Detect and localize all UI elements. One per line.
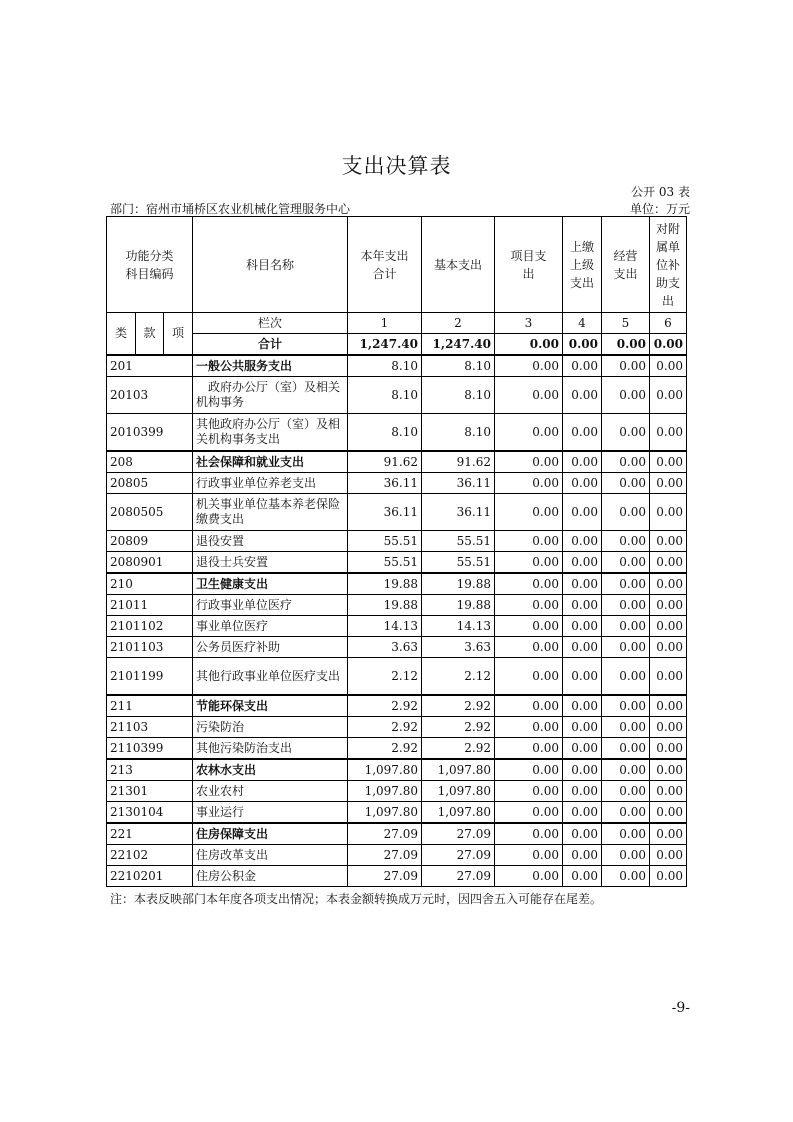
row-value: 3.63 <box>348 637 422 658</box>
table-row <box>107 845 687 866</box>
row-value: 0.00 <box>650 355 687 377</box>
row-value: 0.00 <box>495 552 563 574</box>
header-name: 科目名称 <box>193 217 348 313</box>
row-value: 8.10 <box>348 377 422 414</box>
row-value: 2.12 <box>422 658 495 696</box>
col-num: 1 <box>348 313 422 334</box>
row-name: 事业单位医疗 <box>193 616 348 637</box>
row-value: 55.51 <box>422 552 495 574</box>
row-name: 事业运行 <box>193 802 348 824</box>
row-value: 36.11 <box>422 494 495 531</box>
header-lei: 类 <box>107 313 136 356</box>
row-value: 0.00 <box>602 451 650 473</box>
row-value: 0.00 <box>563 759 602 781</box>
row-value: 0.00 <box>602 658 650 696</box>
row-value: 0.00 <box>495 717 563 738</box>
row-value: 0.00 <box>563 377 602 414</box>
row-value: 0.00 <box>563 717 602 738</box>
table-row <box>107 473 687 494</box>
page-title: 支出决算表 <box>341 154 452 178</box>
row-value: 1,097.80 <box>422 759 495 781</box>
row-value: 14.13 <box>348 616 422 637</box>
row-value: 0.00 <box>563 595 602 616</box>
row-value: 0.00 <box>563 552 602 574</box>
row-value: 0.00 <box>563 781 602 802</box>
table-row <box>107 738 687 760</box>
table-row <box>107 637 687 658</box>
row-value: 0.00 <box>495 658 563 696</box>
table-row <box>107 781 687 802</box>
form-number: 公开 03 表 <box>631 185 690 199</box>
table-row <box>107 494 687 531</box>
row-value: 0.00 <box>495 866 563 887</box>
table-row <box>107 823 687 845</box>
row-value: 0.00 <box>495 637 563 658</box>
row-name: 政府办公厅（室）及相关机构事务 <box>193 377 348 414</box>
row-value: 0.00 <box>650 414 687 452</box>
row-name: 农业农村 <box>193 781 348 802</box>
row-value: 0.00 <box>495 377 563 414</box>
table-row <box>107 552 687 574</box>
col-num: 3 <box>495 313 563 334</box>
row-value: 0.00 <box>650 695 687 717</box>
table-row <box>107 377 687 414</box>
row-value: 0.00 <box>495 781 563 802</box>
row-value: 0.00 <box>495 595 563 616</box>
row-value: 0.00 <box>602 355 650 377</box>
row-name: 公务员医疗补助 <box>193 637 348 658</box>
row-value: 14.13 <box>422 616 495 637</box>
row-value: 0.00 <box>650 802 687 824</box>
row-value: 91.62 <box>348 451 422 473</box>
row-value: 0.00 <box>563 866 602 887</box>
row-value: 0.00 <box>650 738 687 760</box>
header-basic: 基本支出 <box>422 217 495 313</box>
row-name: 退役安置 <box>193 531 348 552</box>
row-value: 0.00 <box>602 823 650 845</box>
row-value: 0.00 <box>563 355 602 377</box>
row-value: 0.00 <box>495 802 563 824</box>
row-code: 2010399 <box>107 414 193 452</box>
row-value: 0.00 <box>650 717 687 738</box>
row-name: 行政事业单位养老支出 <box>193 473 348 494</box>
row-code: 221 <box>107 823 193 845</box>
row-value: 0.00 <box>495 823 563 845</box>
row-value: 0.00 <box>563 738 602 760</box>
row-name: 卫生健康支出 <box>193 573 348 595</box>
row-value: 0.00 <box>495 531 563 552</box>
row-code: 2101103 <box>107 637 193 658</box>
row-value: 2.92 <box>348 717 422 738</box>
row-name: 一般公共服务支出 <box>193 355 348 377</box>
row-code: 20103 <box>107 377 193 414</box>
row-value: 0.00 <box>563 637 602 658</box>
row-value: 1,097.80 <box>348 802 422 824</box>
row-value: 0.00 <box>495 473 563 494</box>
header-upper: 上缴 上级 支出 <box>563 217 602 313</box>
row-value: 0.00 <box>602 717 650 738</box>
col-num: 6 <box>650 313 687 334</box>
row-value: 0.00 <box>602 781 650 802</box>
header-subsidy: 对附 属单 位补 助支 出 <box>650 217 687 313</box>
row-code: 2080901 <box>107 552 193 574</box>
row-value: 0.00 <box>495 451 563 473</box>
row-code: 211 <box>107 695 193 717</box>
row-value: 0.00 <box>650 781 687 802</box>
total-value: 1,247.40 <box>348 334 422 356</box>
row-value: 0.00 <box>495 355 563 377</box>
table-row <box>107 595 687 616</box>
row-value: 0.00 <box>602 473 650 494</box>
row-value: 0.00 <box>650 658 687 696</box>
table-row <box>107 451 687 473</box>
row-code: 213 <box>107 759 193 781</box>
row-value: 8.10 <box>422 377 495 414</box>
row-value: 0.00 <box>650 845 687 866</box>
row-code: 2101199 <box>107 658 193 696</box>
row-value: 2.92 <box>422 738 495 760</box>
row-value: 8.10 <box>348 355 422 377</box>
row-value: 0.00 <box>563 473 602 494</box>
row-value: 27.09 <box>422 866 495 887</box>
row-value: 3.63 <box>422 637 495 658</box>
row-name: 其他行政事业单位医疗支出 <box>193 658 348 696</box>
row-value: 0.00 <box>563 616 602 637</box>
row-value: 0.00 <box>602 573 650 595</box>
row-value: 19.88 <box>348 595 422 616</box>
row-value: 0.00 <box>650 494 687 531</box>
row-value: 91.62 <box>422 451 495 473</box>
row-name: 住房保障支出 <box>193 823 348 845</box>
header-total: 本年支出 合计 <box>348 217 422 313</box>
row-name: 退役士兵安置 <box>193 552 348 574</box>
row-value: 0.00 <box>563 414 602 452</box>
row-value: 1,097.80 <box>348 781 422 802</box>
row-name: 污染防治 <box>193 717 348 738</box>
row-value: 27.09 <box>348 823 422 845</box>
total-value: 1,247.40 <box>422 334 495 356</box>
row-value: 36.11 <box>348 494 422 531</box>
row-value: 2.92 <box>348 695 422 717</box>
row-value: 0.00 <box>495 845 563 866</box>
row-code: 2110399 <box>107 738 193 760</box>
row-value: 0.00 <box>602 759 650 781</box>
row-value: 0.00 <box>495 695 563 717</box>
row-value: 0.00 <box>495 738 563 760</box>
row-value: 0.00 <box>650 866 687 887</box>
row-value: 0.00 <box>650 616 687 637</box>
row-code: 2080505 <box>107 494 193 531</box>
row-value: 0.00 <box>563 695 602 717</box>
row-code: 208 <box>107 451 193 473</box>
row-code: 21103 <box>107 717 193 738</box>
row-name: 住房改革支出 <box>193 845 348 866</box>
row-code: 20809 <box>107 531 193 552</box>
row-value: 1,097.80 <box>348 759 422 781</box>
col-num: 4 <box>563 313 602 334</box>
table-row <box>107 355 687 377</box>
table-row <box>107 658 687 696</box>
row-value: 0.00 <box>563 845 602 866</box>
table-row <box>107 802 687 824</box>
row-value: 0.00 <box>563 658 602 696</box>
row-value: 36.11 <box>348 473 422 494</box>
row-name: 节能环保支出 <box>193 695 348 717</box>
row-value: 0.00 <box>602 414 650 452</box>
row-value: 0.00 <box>602 377 650 414</box>
col-num: 2 <box>422 313 495 334</box>
row-value: 0.00 <box>495 759 563 781</box>
row-value: 55.51 <box>422 531 495 552</box>
row-code: 22102 <box>107 845 193 866</box>
row-value: 0.00 <box>563 451 602 473</box>
row-value: 0.00 <box>650 531 687 552</box>
row-value: 27.09 <box>348 866 422 887</box>
row-value: 0.00 <box>602 494 650 531</box>
row-value: 0.00 <box>650 377 687 414</box>
row-value: 55.51 <box>348 552 422 574</box>
total-value: 0.00 <box>495 334 563 356</box>
row-code: 21301 <box>107 781 193 802</box>
row-value: 0.00 <box>495 414 563 452</box>
row-value: 0.00 <box>563 573 602 595</box>
page-number: -9- <box>671 1000 690 1016</box>
header-project: 项目支 出 <box>495 217 563 313</box>
row-value: 36.11 <box>422 473 495 494</box>
row-value: 27.09 <box>422 845 495 866</box>
row-value: 27.09 <box>348 845 422 866</box>
table-row <box>107 759 687 781</box>
row-value: 55.51 <box>348 531 422 552</box>
row-value: 2.92 <box>348 738 422 760</box>
row-value: 0.00 <box>650 473 687 494</box>
row-value: 0.00 <box>563 494 602 531</box>
row-value: 8.10 <box>422 414 495 452</box>
row-value: 0.00 <box>602 595 650 616</box>
row-value: 0.00 <box>602 637 650 658</box>
row-value: 8.10 <box>422 355 495 377</box>
row-value: 0.00 <box>602 802 650 824</box>
table-row <box>107 695 687 717</box>
header-business: 经营 支出 <box>602 217 650 313</box>
row-code: 2210201 <box>107 866 193 887</box>
row-value: 0.00 <box>650 552 687 574</box>
row-value: 0.00 <box>650 451 687 473</box>
row-code: 2101102 <box>107 616 193 637</box>
row-value: 0.00 <box>495 494 563 531</box>
row-name: 农林水支出 <box>193 759 348 781</box>
row-value: 1,097.80 <box>422 781 495 802</box>
row-value: 8.10 <box>348 414 422 452</box>
row-name: 住房公积金 <box>193 866 348 887</box>
total-value: 0.00 <box>563 334 602 356</box>
row-value: 0.00 <box>602 695 650 717</box>
department-label: 部门：宿州市埇桥区农业机械化管理服务中心 <box>110 202 351 216</box>
table-row <box>107 866 687 887</box>
row-value: 0.00 <box>563 531 602 552</box>
row-value: 2.92 <box>422 717 495 738</box>
row-value: 0.00 <box>602 845 650 866</box>
row-value: 0.00 <box>602 738 650 760</box>
row-name: 其他污染防治支出 <box>193 738 348 760</box>
row-value: 0.00 <box>563 802 602 824</box>
row-value: 0.00 <box>563 823 602 845</box>
col-num: 5 <box>602 313 650 334</box>
footnote: 注：本表反映部门本年度各项支出情况；本表金额转换成万元时，因四舍五入可能存在尾差。 <box>110 892 603 906</box>
header-kuan: 款 <box>136 313 164 356</box>
total-label: 合计 <box>193 334 348 356</box>
row-code: 2130104 <box>107 802 193 824</box>
row-value: 0.00 <box>602 531 650 552</box>
row-value: 0.00 <box>650 759 687 781</box>
row-value: 0.00 <box>602 616 650 637</box>
header-lanci: 栏次 <box>193 313 348 334</box>
row-value: 0.00 <box>650 595 687 616</box>
row-code: 21011 <box>107 595 193 616</box>
row-value: 0.00 <box>602 866 650 887</box>
table-row <box>107 414 687 452</box>
expenditure-table <box>106 216 687 887</box>
total-value: 0.00 <box>650 334 687 356</box>
row-value: 0.00 <box>650 823 687 845</box>
row-value: 19.88 <box>422 573 495 595</box>
row-value: 0.00 <box>602 552 650 574</box>
row-code: 210 <box>107 573 193 595</box>
table-row <box>107 531 687 552</box>
table-row <box>107 616 687 637</box>
total-value: 0.00 <box>602 334 650 356</box>
table-row <box>107 573 687 595</box>
row-code: 201 <box>107 355 193 377</box>
row-value: 19.88 <box>422 595 495 616</box>
row-value: 0.00 <box>495 573 563 595</box>
row-value: 0.00 <box>650 573 687 595</box>
row-value: 2.12 <box>348 658 422 696</box>
row-value: 27.09 <box>422 823 495 845</box>
header-code: 功能分类 科目编码 <box>107 217 193 313</box>
row-value: 0.00 <box>650 637 687 658</box>
row-name: 机关事业单位基本养老保险缴费支出 <box>193 494 348 531</box>
row-name: 行政事业单位医疗 <box>193 595 348 616</box>
row-value: 1,097.80 <box>422 802 495 824</box>
row-value: 19.88 <box>348 573 422 595</box>
row-code: 20805 <box>107 473 193 494</box>
row-name: 社会保障和就业支出 <box>193 451 348 473</box>
row-value: 0.00 <box>495 616 563 637</box>
table-row <box>107 717 687 738</box>
header-xiang: 项 <box>164 313 193 356</box>
row-name: 其他政府办公厅（室）及相关机构事务支出 <box>193 414 348 452</box>
unit-label: 单位：万元 <box>629 202 690 216</box>
row-value: 2.92 <box>422 695 495 717</box>
